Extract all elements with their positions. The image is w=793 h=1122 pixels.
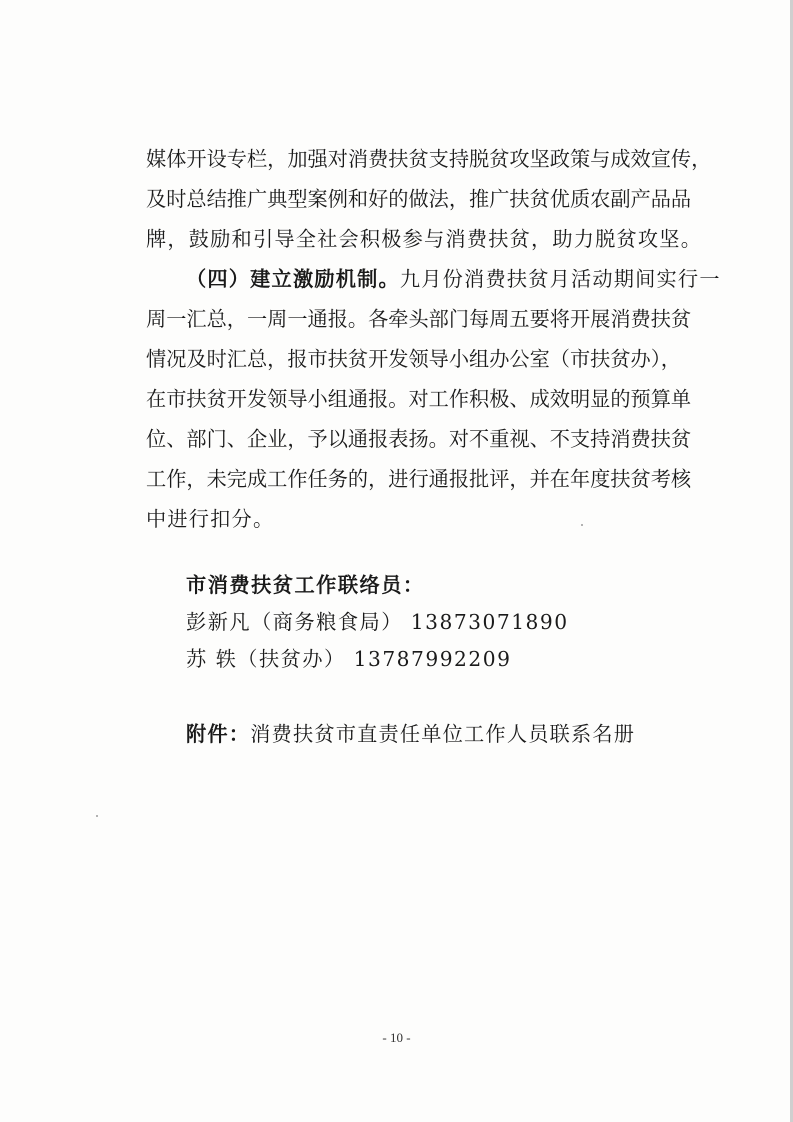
paragraph-line: 及时总结推广典型案例和好的做法，推广扶贫优质农副产品品 [146, 187, 692, 211]
attachment-title: 消费扶贫市直责任单位工作人员联系名册 [250, 722, 636, 746]
paragraph-line: 周一汇总，一周一通报。各牵头部门每周五要将开展消费扶贫 [146, 307, 692, 331]
section-4-text: 九月份消费扶贫月活动期间实行一 [399, 267, 721, 291]
attachment-label: 附件： [186, 722, 251, 746]
attachment-content [186, 714, 635, 754]
page-number: - 10 - [382, 1030, 411, 1045]
contact-person: 苏 轶（扶贫办） 13787992209 [186, 647, 512, 671]
scan-speck [96, 815, 98, 817]
scan-speck [581, 524, 583, 526]
paragraph-line: 位、部门、企业，予以通报表扬。对不重视、不支持消费扶贫 [146, 427, 692, 451]
paragraph-line: 中进行扣分。 [146, 507, 275, 531]
section-4-heading: （四）建立激励机制。 [186, 267, 400, 291]
paragraph-line: 牌，鼓励和引导全社会积极参与消费扶贫，助力脱贫攻坚。 [146, 227, 703, 251]
paragraph-line: 媒体开设专栏，加强对消费扶贫支持脱贫攻坚政策与成效宣传， [146, 147, 712, 171]
paragraph-line: 在市扶贫开发领导小组通报。对工作积极、成效明显的预算单 [146, 387, 692, 411]
paragraph-line: 情况及时汇总，报市扶贫开发领导小组办公室（市扶贫办）， [146, 347, 681, 371]
contacts-heading: 市消费扶贫工作联络员： [186, 573, 425, 597]
contact-person: 彭新凡（商务粮食局） 13873071890 [186, 610, 569, 634]
section-4-first-line [186, 259, 721, 299]
paragraph-line: 工作，未完成工作任务的，进行通报批评，并在年度扶贫考核 [146, 467, 692, 491]
